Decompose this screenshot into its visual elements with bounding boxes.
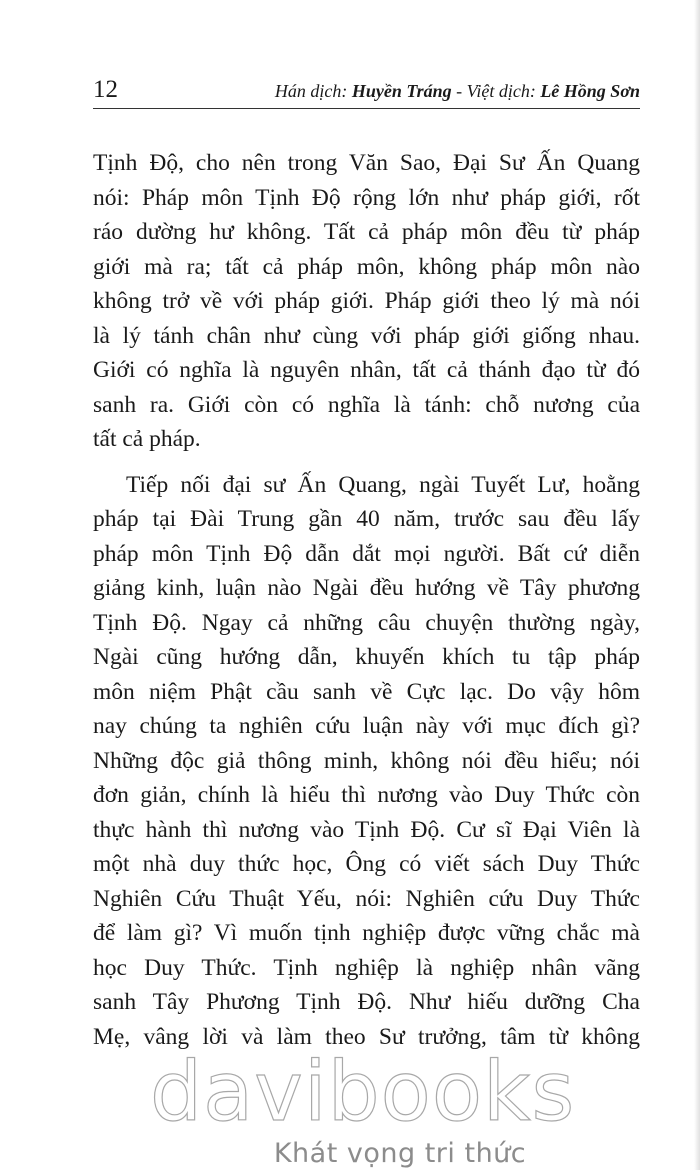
text-line: thực hành thì nương vào Tịnh Độ. Cư sĩ Đại Viên là	[93, 816, 640, 843]
text-line: Nghiên Cứu Thuật Yếu, nói: Nghiên cứu Duy Thức	[93, 885, 640, 912]
text-line: không trở về với pháp giới. Pháp giới theo lý mà nói	[93, 288, 640, 314]
text-line: học Duy Thức. Tịnh nghiệp là nghiệp nhân vãng	[93, 954, 640, 981]
text-line: nay chúng ta nghiên cứu luận này với mục đích gì?	[93, 713, 640, 739]
viet-translator-name: Lê Hồng Sơn	[540, 81, 640, 101]
credit-separator: -	[451, 81, 467, 101]
viet-translator-label: Việt dịch:	[466, 81, 536, 101]
running-header	[93, 72, 640, 108]
text-line: ráo dường hư không. Tất cả pháp môn đều từ pháp	[93, 219, 640, 245]
watermark-logo: davibooks	[150, 1045, 576, 1140]
text-line: Tịnh Độ, cho nên trong Văn Sao, Đại Sư Ấn Quang	[93, 150, 640, 176]
text-line: giảng kinh, luận nào Ngài đều hướng về Tây phương	[93, 575, 640, 601]
text-line: nói: Pháp môn Tịnh Độ rộng lớn như pháp giới, rốt	[93, 184, 640, 211]
paragraph-spacer	[93, 457, 640, 468]
header-rule	[93, 108, 640, 109]
text-line: tất cả pháp.	[93, 426, 201, 452]
translator-credits	[275, 80, 640, 102]
paragraph-2	[93, 468, 640, 1055]
text-line: sanh Tây Phương Tịnh Độ. Như hiếu dưỡng Cha	[93, 989, 640, 1015]
text-line: Tịnh Độ. Ngay cả những câu chuyện thường ngày,	[93, 609, 640, 636]
han-translator-name: Huyền Tráng	[351, 81, 452, 101]
text-line: Mẹ, vâng lời và làm theo Sư trưởng, tâm từ không	[93, 1023, 640, 1050]
text-line: giới mà ra; tất cả pháp môn, không pháp môn nào	[93, 253, 640, 280]
text-line: Những độc giả thông minh, không nói đều hiểu; nói	[93, 747, 640, 774]
text-line: Ngài cũng hướng dẫn, khuyến khích tu tập pháp	[93, 644, 640, 670]
text-line: pháp môn Tịnh Độ dẫn dắt mọi người. Bất cứ diễn	[93, 540, 640, 567]
body-text	[93, 146, 640, 1054]
page-number: 12	[93, 76, 118, 103]
text-line: môn niệm Phật cầu sanh về Cực lạc. Do vậy hôm	[93, 678, 640, 705]
text-line: sanh ra. Giới còn có nghĩa là tánh: chỗ nương của	[93, 391, 640, 418]
han-translator-label: Hán dịch:	[274, 81, 348, 101]
text-line: đơn giản, chính là hiểu thì nương vào Duy Thức còn	[93, 782, 640, 808]
paragraph-1	[93, 146, 640, 457]
page-edge-shadow	[694, 0, 700, 1170]
text-line: Tiếp nối đại sư Ấn Quang, ngài Tuyết Lư, hoằng	[126, 471, 640, 498]
text-line: Giới có nghĩa là nguyên nhân, tất cả thánh đạo từ đó	[93, 357, 640, 383]
text-line: để làm gì? Vì muốn tịnh nghiệp được vững chắc mà	[93, 920, 640, 946]
text-line: là lý tánh chân như cùng với pháp giới giống nhau.	[93, 322, 640, 349]
watermark-tagline: Khát vọng tri thức	[273, 1138, 527, 1169]
text-line: pháp tại Đài Trung gần 40 năm, trước sau đều lấy	[93, 506, 640, 532]
text-line: một nhà duy thức học, Ông có viết sách Duy Thức	[93, 851, 640, 877]
